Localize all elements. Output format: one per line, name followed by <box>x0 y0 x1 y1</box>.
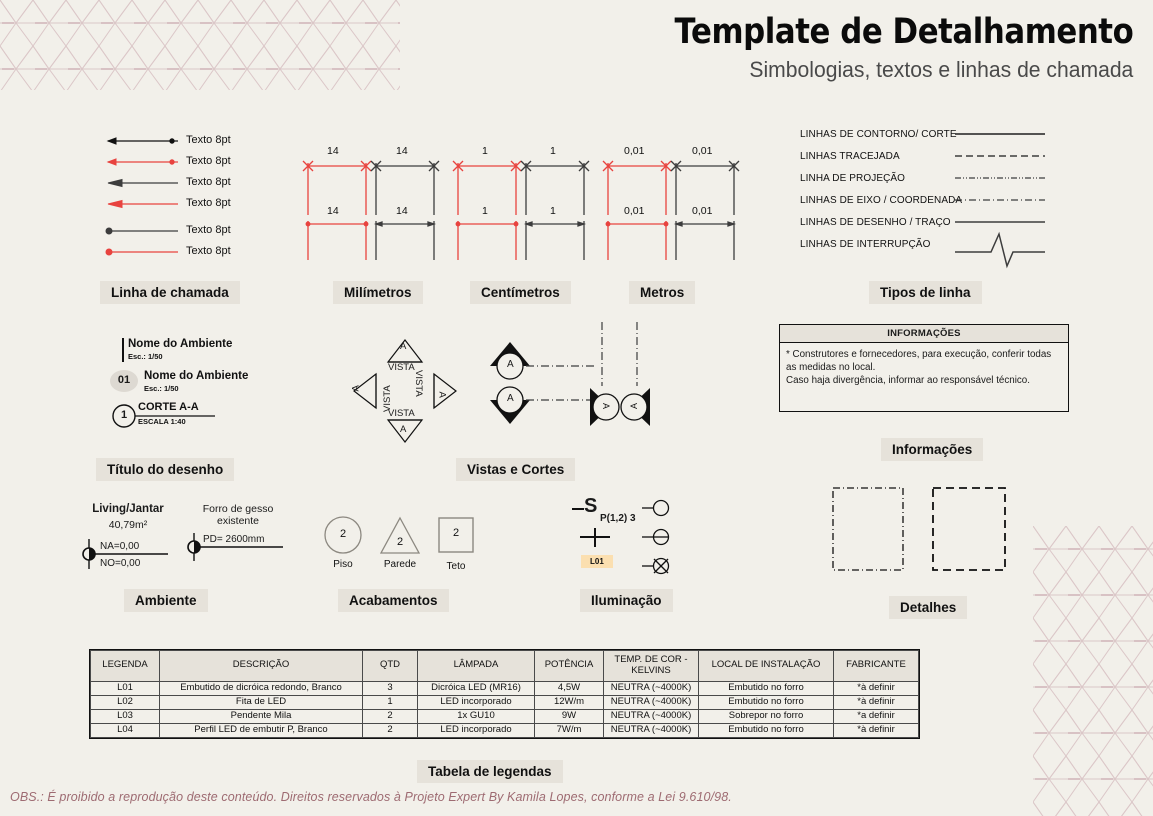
line-type-label-2: LINHA DE PROJEÇÃO <box>800 173 906 184</box>
line-type-label-4: LINHAS DE DESENHO / TRAÇO <box>800 217 951 228</box>
cell-descricao: Fita de LED <box>160 695 363 709</box>
dim-m-bot-right: 0,01 <box>692 205 713 217</box>
dimension-group-metros <box>600 145 750 260</box>
cell-temp-cor: NEUTRA (~4000K) <box>604 695 699 709</box>
cell-legenda: L03 <box>91 709 160 723</box>
table-col-temp-cor: TEMP. DE COR - KELVINS <box>604 651 699 682</box>
dimension-group-centimetros <box>450 145 600 260</box>
informacoes-box-title: INFORMAÇÕES <box>780 325 1068 343</box>
ambiente-no: NO=0,00 <box>100 558 141 569</box>
dim-m-top-left: 0,01 <box>624 145 645 157</box>
view-label-top: VISTA <box>388 362 415 373</box>
table-col-legenda: LEGENDA <box>91 651 160 682</box>
dim-mm-bot-left: 14 <box>327 205 339 217</box>
cell-qtd: 2 <box>363 723 418 737</box>
table-col-descricao: DESCRIÇÃO <box>160 651 363 682</box>
acabamento-teto-num: 2 <box>452 527 460 539</box>
drawing-title-num-1: 01 <box>117 374 131 386</box>
callout-lines-group <box>100 130 290 265</box>
acabamento-parede-num: 2 <box>396 536 404 548</box>
caption-detalhes: Detalhes <box>889 596 967 619</box>
caption-informacoes: Informações <box>881 438 983 461</box>
switch-code: P(1,2) 3 <box>600 513 636 524</box>
informacoes-line-2: Caso haja divergência, informar ao responsável técnico. <box>786 375 1030 387</box>
callout-label-3: Texto 8pt <box>186 197 231 209</box>
acabamento-piso-num: 2 <box>339 528 347 540</box>
ambiente-ceiling-group <box>183 503 293 573</box>
dimension-svg-mm <box>300 145 450 260</box>
cell-qtd: 1 <box>363 695 418 709</box>
caption-ambiente: Ambiente <box>124 589 208 612</box>
callout-label-5: Texto 8pt <box>186 245 231 257</box>
ambiente-room-group <box>78 503 178 573</box>
view-letter-right: A <box>436 391 448 398</box>
dim-cm-bot-left: 1 <box>482 205 488 217</box>
cut-letter-up: A <box>507 359 514 370</box>
drawing-title-num-2: 1 <box>120 409 128 421</box>
acabamento-teto-label: Teto <box>446 561 466 572</box>
section-cut-markers-svg <box>482 322 662 434</box>
triangle-finish-icon <box>378 514 422 556</box>
cell-fabricante: *à definir <box>834 695 919 709</box>
header <box>612 14 1133 83</box>
view-label-bottom: VISTA <box>388 408 415 419</box>
table-row <box>91 723 919 737</box>
decorative-pattern-top <box>0 0 400 95</box>
acabamento-parede <box>378 514 422 570</box>
caption-iluminacao: Iluminação <box>580 589 673 612</box>
page-title: Template de Detalhamento <box>674 12 1133 52</box>
caption-metros: Metros <box>629 281 695 304</box>
title-bar-icon <box>122 338 124 362</box>
informacoes-line-1: * Construtores e fornecedores, para execução, conferir todas as medidas no local. <box>786 349 1052 374</box>
table-row <box>91 681 919 695</box>
caption-centimetros: Centímetros <box>470 281 571 304</box>
caption-acabamentos: Acabamentos <box>338 589 449 612</box>
cell-descricao: Embutido de dicróica redondo, Branco <box>160 681 363 695</box>
detalhes-boxes <box>830 485 1010 580</box>
lamp-tag-l01: L01 <box>581 555 613 568</box>
cut-letter-down: A <box>507 393 514 404</box>
section-cut-markers-group <box>482 322 662 432</box>
ambiente-room-area: 40,79m² <box>108 519 148 531</box>
drawing-title-scale-2: ESCALA 1:40 <box>138 417 186 426</box>
ambiente-room-name: Living/Jantar <box>92 503 164 515</box>
table-col-local: LOCAL DE INSTALAÇÃO <box>699 651 834 682</box>
cell-potencia: 12W/m <box>535 695 604 709</box>
drawing-title-scale-0: Esc.: 1/50 <box>128 352 163 361</box>
cell-temp-cor: NEUTRA (~4000K) <box>604 709 699 723</box>
page-subtitle: Simbologias, textos e linhas de chamada <box>749 56 1133 82</box>
cell-temp-cor: NEUTRA (~4000K) <box>604 723 699 737</box>
callout-label-4: Texto 8pt <box>186 224 231 236</box>
decorative-pattern-bottom <box>1033 526 1153 816</box>
table-row <box>91 709 919 723</box>
callout-label-2: Texto 8pt <box>186 176 231 188</box>
ambiente-ceiling-line1: Forro de gesso <box>202 503 274 515</box>
cell-descricao: Pendente Mila <box>160 709 363 723</box>
cell-local: Embutido no forro <box>699 681 834 695</box>
cut-letter-right: A <box>629 402 640 410</box>
cell-qtd: 3 <box>363 681 418 695</box>
table-col-lampada: LÂMPADA <box>418 651 535 682</box>
line-types-group <box>800 126 1050 266</box>
dim-m-bot-left: 0,01 <box>624 205 645 217</box>
dim-cm-top-right: 1 <box>550 145 556 157</box>
ambiente-pd: PD= 2600mm <box>203 534 265 545</box>
table-col-potencia: POTÊNCIA <box>535 651 604 682</box>
cell-lampada: LED incorporado <box>418 723 535 737</box>
cell-potencia: 7W/m <box>535 723 604 737</box>
cell-potencia: 4,5W <box>535 681 604 695</box>
view-letter-left: A <box>350 385 362 392</box>
cut-letter-left: A <box>601 402 612 410</box>
cell-legenda: L01 <box>91 681 160 695</box>
dim-cm-bot-right: 1 <box>550 205 556 217</box>
ambiente-ceiling-line2: existente <box>216 515 260 527</box>
callout-label-1: Texto 8pt <box>186 155 231 167</box>
cell-qtd: 2 <box>363 709 418 723</box>
caption-tabela-de-legendas: Tabela de legendas <box>417 760 563 783</box>
line-type-label-5: LINHAS DE INTERRUPÇÃO <box>800 239 931 250</box>
cell-lampada: Dicróica LED (MR16) <box>418 681 535 695</box>
acabamento-teto <box>437 516 475 572</box>
callout-label-0: Texto 8pt <box>186 134 231 146</box>
table-header-row <box>91 651 919 682</box>
cell-fabricante: *a definir <box>834 709 919 723</box>
drawing-title-name-1: Nome do Ambiente <box>144 370 249 382</box>
drawing-title-scale-1: Esc.: 1/50 <box>144 384 179 393</box>
dim-mm-bot-right: 14 <box>396 205 408 217</box>
cell-legenda: L04 <box>91 723 160 737</box>
cell-lampada: LED incorporado <box>418 695 535 709</box>
switch-letter: S <box>584 495 598 517</box>
table-row <box>91 695 919 709</box>
views-rosette-group <box>350 336 460 446</box>
copyright-notice: OBS.: É proibido a reprodução deste conteúdo. Direitos reservados à Projeto Expert By Kamila Lopes, conforme a Lei 9.610/98. <box>10 790 732 804</box>
dim-cm-top-left: 1 <box>482 145 488 157</box>
drawing-title-name-2: CORTE A-A <box>138 401 199 413</box>
cell-legenda: L02 <box>91 695 160 709</box>
cell-temp-cor: NEUTRA (~4000K) <box>604 681 699 695</box>
view-letter-top: A <box>400 341 407 352</box>
cell-descricao: Perfil LED de embutir P, Branco <box>160 723 363 737</box>
caption-vistas-e-cortes: Vistas e Cortes <box>456 458 575 481</box>
acabamento-parede-label: Parede <box>383 559 417 570</box>
acabamento-piso <box>322 514 364 570</box>
table-col-qtd: QTD <box>363 651 418 682</box>
dim-m-top-right: 0,01 <box>692 145 713 157</box>
caption-titulo-do-desenho: Título do desenho <box>96 458 234 481</box>
cell-fabricante: *à definir <box>834 723 919 737</box>
cell-local: Embutido no forro <box>699 695 834 709</box>
ambiente-na: NA=0,00 <box>100 541 140 552</box>
line-type-label-1: LINHAS TRACEJADA <box>800 151 900 162</box>
view-label-left: VISTA <box>382 385 393 412</box>
dimension-group-milimetros <box>300 145 450 260</box>
cell-local: Sobrepor no forro <box>699 709 834 723</box>
line-type-label-3: LINHAS DE EIXO / COORDENADA <box>800 195 963 206</box>
iluminacao-symbols-right <box>640 497 720 577</box>
dimension-svg-m <box>600 145 750 260</box>
legend-table <box>90 650 919 738</box>
dim-mm-top-left: 14 <box>327 145 339 157</box>
caption-linha-de-chamada: Linha de chamada <box>100 281 240 304</box>
table-col-fabricante: FABRICANTE <box>834 651 919 682</box>
line-type-label-0: LINHAS DE CONTORNO/ CORTE <box>800 129 957 140</box>
view-label-right: VISTA <box>413 370 424 397</box>
caption-tipos-de-linha: Tipos de linha <box>869 281 982 304</box>
line-types-samples-svg <box>955 126 1050 271</box>
cell-fabricante: *à definir <box>834 681 919 695</box>
cell-lampada: 1x GU10 <box>418 709 535 723</box>
drawing-title-group <box>110 338 280 433</box>
lamp-symbols-icon <box>640 497 720 577</box>
view-letter-bottom: A <box>400 424 407 435</box>
cell-local: Embutido no forro <box>699 723 834 737</box>
cell-potencia: 9W <box>535 709 604 723</box>
dimension-svg-cm <box>450 145 600 260</box>
informacoes-box <box>779 324 1069 412</box>
caption-milimetros: Milímetros <box>333 281 423 304</box>
acabamento-piso-label: Piso <box>333 559 353 570</box>
dim-mm-top-right: 14 <box>396 145 408 157</box>
drawing-title-name-0: Nome do Ambiente <box>128 338 233 350</box>
